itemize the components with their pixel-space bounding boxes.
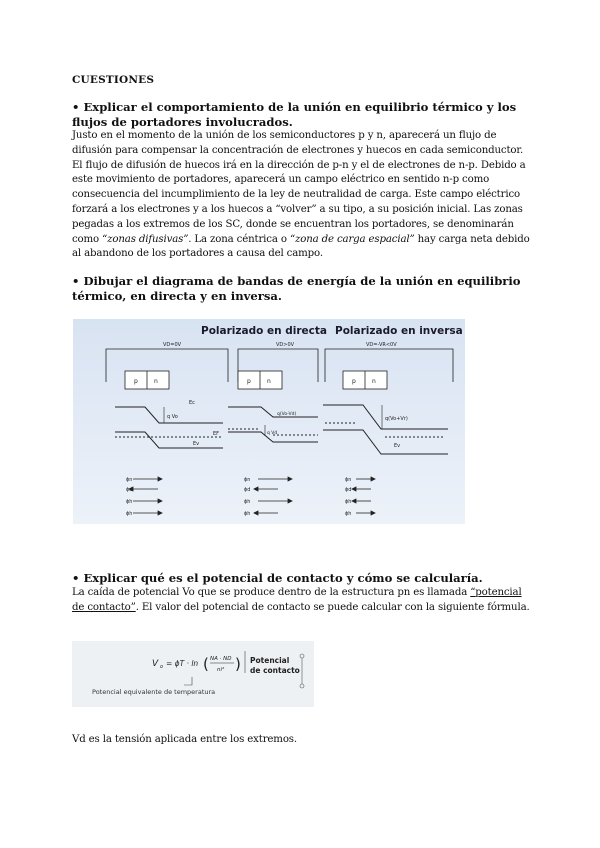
formula-denominator: ni²	[217, 667, 225, 673]
flux-label: ϕd	[345, 487, 352, 493]
ef-label: EF	[213, 431, 220, 437]
flux-label: ϕh	[345, 511, 352, 517]
paren-left: (	[203, 655, 209, 673]
section-title: CUESTIONES	[72, 74, 155, 86]
answer-text: . El valor del potencial de contacto se puede calcular con la siguiente fórmula.	[135, 601, 530, 613]
p-label: p	[247, 378, 251, 385]
question-3-heading: • Explicar qué es el potencial de contacto y cómo se calcularía.	[72, 571, 483, 585]
term-potencial-contacto: “potencial de contacto”	[72, 587, 522, 613]
flux-label: ϕh	[244, 511, 251, 517]
term-zonas-difusivas: “zonas difusivas”	[102, 233, 189, 245]
v-label-3: VD=-VR<0V	[366, 342, 397, 348]
flux-label: ϕh	[126, 499, 133, 505]
band-diagram-figure	[73, 319, 465, 524]
flux-label: ϕh	[244, 499, 251, 505]
v-label-1: VD=0V	[163, 342, 182, 348]
term-zona-carga: “zona de carga espacial”	[289, 233, 415, 245]
question-3-answer	[72, 586, 534, 616]
label-inversa: Polarizado en inversa	[335, 325, 463, 337]
ev-label: Ev	[394, 443, 401, 449]
formula-rhs: = ϕT · ln	[166, 659, 199, 668]
flux-label: ϕh	[345, 499, 352, 505]
answer-text: . La zona céntrica o	[188, 233, 290, 245]
answer-text: La caída de potencial Vo que se produce dentro de la estructura pn es llamada	[72, 587, 471, 598]
p-label: p	[134, 378, 138, 385]
p-label: p	[352, 378, 356, 385]
formula-lhs: V	[152, 659, 159, 669]
tag-de-contacto: de contacto	[250, 666, 300, 675]
flux-label: ϕn	[126, 477, 133, 483]
answer-text: hay carga neta debido al abandono de los portadores a causa del campo.	[72, 233, 530, 260]
flux-label: ϕd	[126, 487, 133, 493]
question-1-heading: • Explicar el comportamiento de la unión en equilibrio térmico y los flujos de portadores involucrados.	[72, 100, 517, 129]
n-label: n	[267, 378, 271, 385]
formula-caption: Potencial equivalente de temperatura	[92, 688, 216, 696]
ec-label: Ec	[189, 400, 195, 406]
question-2-heading: • Dibujar el diagrama de bandas de energía de la unión en equilibrio térmico, en directa y en inversa.	[72, 274, 521, 303]
label-directa: Polarizado en directa	[201, 325, 327, 337]
qvd-label: q Vd	[267, 431, 278, 436]
formula-figure	[72, 641, 314, 707]
v-label-2: VD>0V	[276, 342, 295, 348]
flux-label: ϕh	[126, 511, 133, 517]
formula-numerator: NA · ND	[210, 656, 232, 662]
closing-line: Vd es la tensión aplicada entre los extremos.	[72, 734, 297, 745]
n-label: n	[154, 378, 158, 385]
ev-label: Ev	[193, 441, 200, 447]
qvo-label: q Vo	[167, 414, 178, 420]
formula-lhs-subscript: o	[160, 664, 164, 670]
tag-potencial: Potencial	[250, 656, 290, 665]
qvo-vr-label: q(Vo+Vr)	[385, 416, 408, 422]
answer-text: Justo en el momento de la unión de los semiconductores p y n, aparecerá un flujo de difusión para compensar la concentración de electrones y huecos en cada semiconductor. El flujo de difusión de huecos irá en la dirección de p-n y el de electrones de n-p. Debido a este movimiento de portadores, aparecerá un campo eléctrico en sentido n-p como consecuencia del incumplimiento de la ley de neutralidad de carga. Este campo eléctrico forzará a los electrones y a los huecos a “volver” a su tipo, a su posición inicial. Las zonas pegadas a los extremos de los SC, donde se encuentran los portadores, se denominarán como	[72, 130, 526, 245]
flux-label: ϕd	[244, 487, 251, 493]
flux-label: ϕn	[345, 477, 352, 483]
qvo-vd-label: q(Vo-Vd)	[277, 412, 297, 417]
n-label: n	[372, 378, 376, 385]
flux-label: ϕn	[244, 477, 251, 483]
question-1-answer	[72, 129, 534, 262]
paren-right: )	[235, 655, 241, 673]
